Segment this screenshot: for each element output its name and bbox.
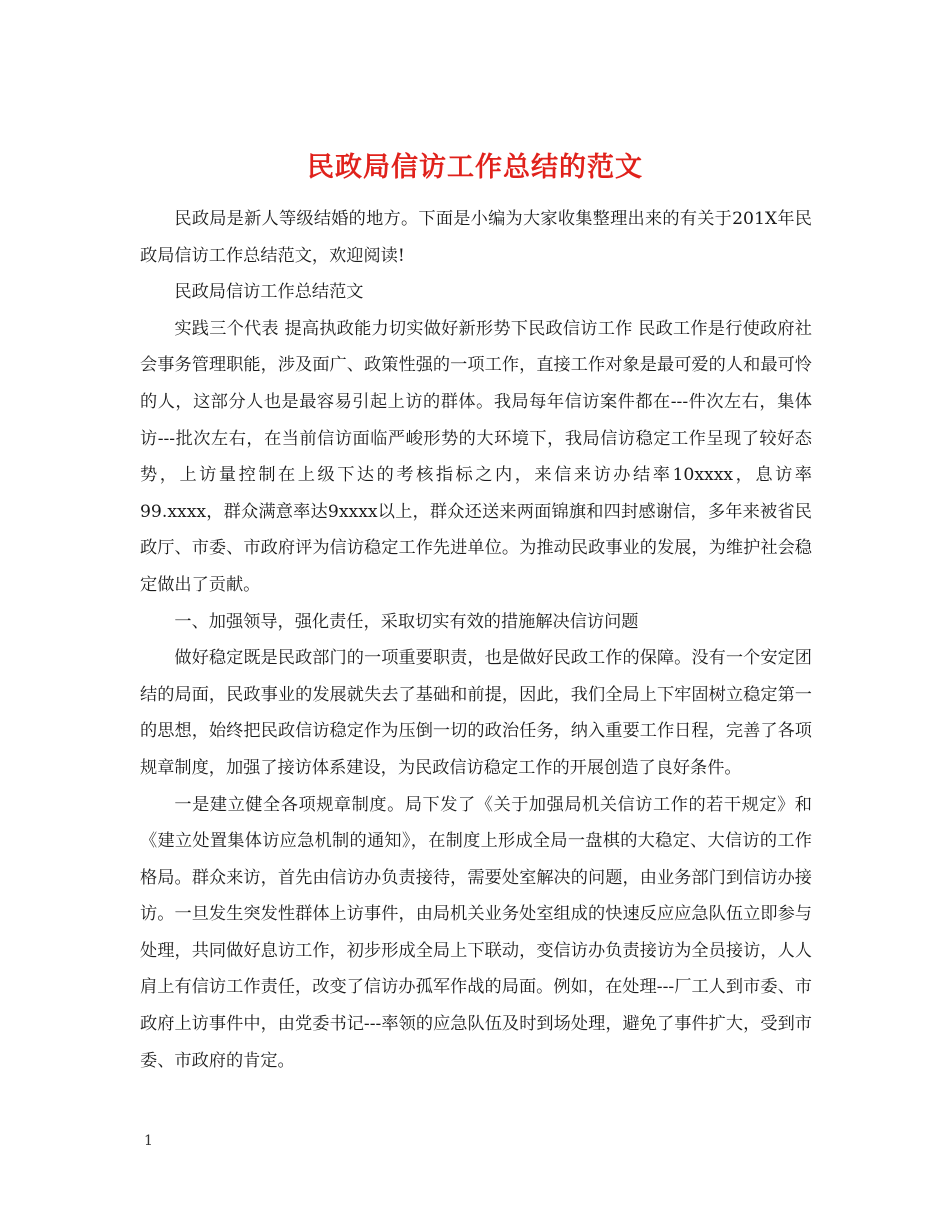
paragraph-stability: 做好稳定既是民政部门的一项重要职责，也是做好民政工作的保障。没有一个安定团结的局面，民政事业的发展就失去了基础和前提，因此，我们全局上下牢固树立稳定第一的思想，始终把民政信访稳定作为压倒一切的政治任务，纳入重要工作日程，完善了各项规章制度，加强了接访体系建设，为民政信访稳定工作的开展创造了良好条件。 [140,648,812,778]
document-title: 民政局信访工作总结的范文 [307,152,643,184]
paragraph-subtitle: 民政局信访工作总结范文 [174,282,364,303]
paragraph-intro: 民政局是新人等级结婚的地方。下面是小编为大家收集整理出来的有关于201X年民政局信访工作总结范文，欢迎阅读! [140,209,812,266]
page-number: 1 [144,1133,153,1149]
section-heading-1: 一、加强领导，强化责任，采取切实有效的措施解决信访问题 [174,611,639,632]
paragraph-regulations: 一是建立健全各项规章制度。局下发了《关于加强局机关信访工作的若干规定》和《建立处置集体访应急机制的通知》，在制度上形成全局一盘棋的大稳定、大信访的工作格局。群众来访，首先由信访办负责接待，需要处室解决的问题，由业务部门到信访办接访。一旦发生突发性群体上访事件，由局机关业务处室组成的快速反应应急队伍立即参与处理，共同做好息访工作，初步形成全局上下联动，变信访办负责接访为全员接访，人人肩上有信访工作责任，改变了信访办孤军作战的局面。例如，在处理---厂工人到市委、市政府上访事件中，由党委书记---率领的应急队伍及时到场处理，避免了事件扩大，受到市委、市政府的肯定。 [140,794,812,1071]
document-body [140,201,812,1079]
paragraph-overview: 实践三个代表 提高执政能力切实做好新形势下民政信访工作 民政工作是行使政府社会事务管理职能，涉及面广、政策性强的一项工作，直接工作对象是最可爱的人和最可怜的人，这部分人也是最容易引起上访的群体。我局每年信访案件都在---件次左右，集体访---批次左右，在当前信访面临严峻形势的大环境下，我局信访稳定工作呈现了较好态势，上访量控制在上级下达的考核指标之内，来信来访办结率10xxxx，息访率99.xxxx，群众满意率达9xxxx以上，群众还送来两面锦旗和四封感谢信，多年来被省民政厅、市委、市政府评为信访稳定工作先进单位。为推动民政事业的发展，为维护社会稳定做出了贡献。 [140,318,812,595]
